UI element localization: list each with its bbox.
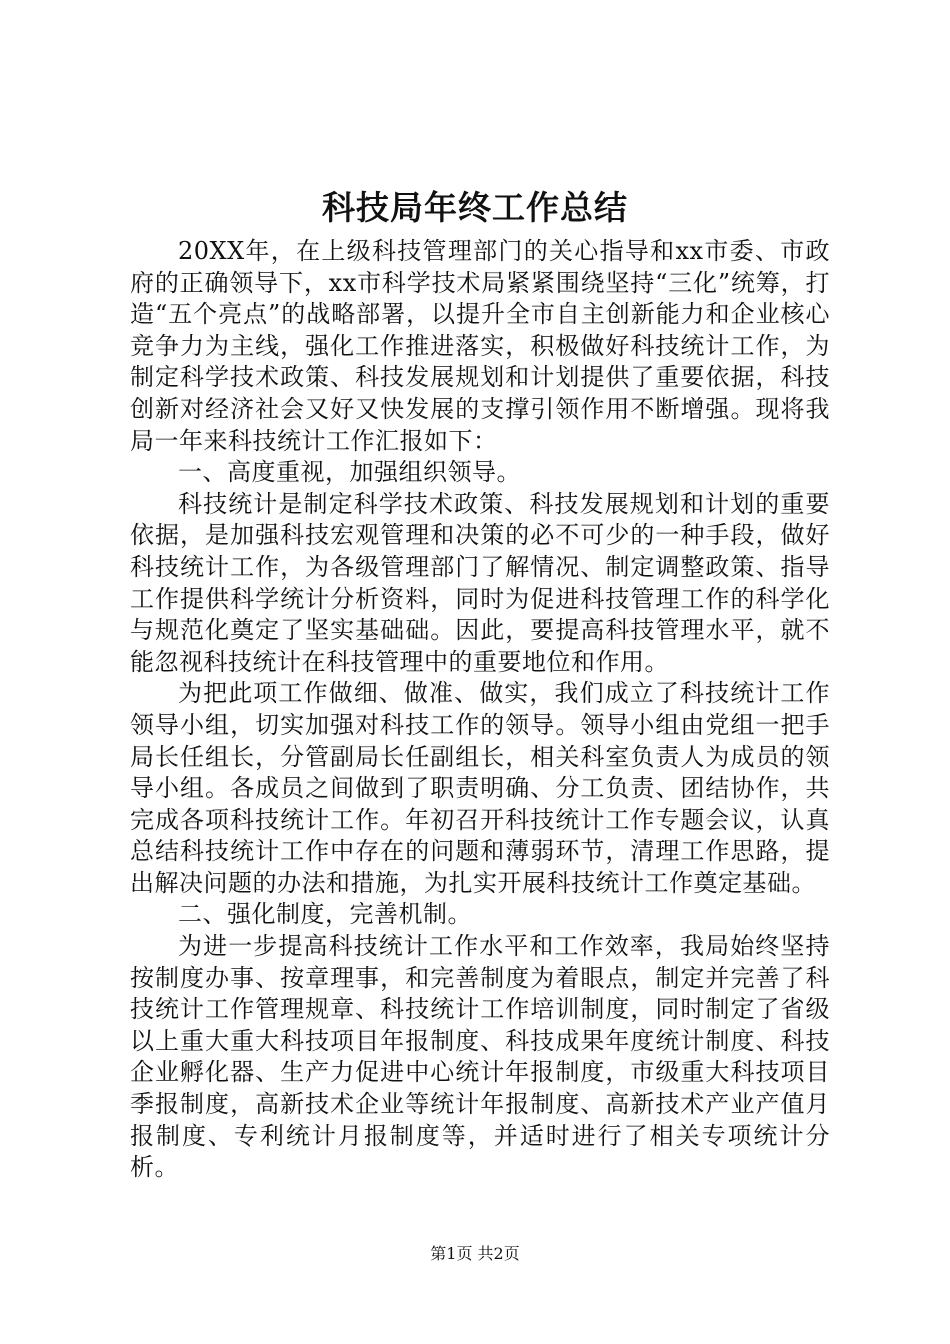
section-heading-2: 二、强化制度，完善机制。: [178, 900, 472, 929]
paragraph-section-1-b: 为把此项工作做细、做准、做实，我们成立了科技统计工作领导小组，切实加强对科技工作的领导。领导小组由党组一把手局长任组长，分管副局长任副组长，相关科室负责人为成员的领导小组。各成员之间做到了职责明确、分工负责、团结协作，共完成各项科技统计工作。年初召开科技统计工作专题会议，认真总结科技统计工作中存在的问题和薄弱环节，清理工作思路，提出解决问题的办法和措施，为扎实开展科技统计工作奠定基础。: [130, 679, 830, 897]
paragraph-section-2: 为进一步提高科技统计工作水平和工作效率，我局始终坚持按制度办事、按章理事，和完善制度为着眼点，制定并完善了科技统计工作管理规章、科技统计工作培训制度，同时制定了省级以上重大重大科技项目年报制度、科技成果年度统计制度、科技企业孵化器、生产力促进中心统计年报制度，市级重大科技项目季报制度，高新技术企业等统计年报制度、高新技术产业产值月报制度、专利统计月报制度等，并适时进行了相关专项统计分析。: [130, 932, 830, 1182]
paragraph-intro: 20XX年，在上级科技管理部门的关心指导和xx市委、市政府的正确领导下，xx市科学技术局紧紧围绕坚持“三化”统筹，打造“五个亮点”的战略部署，以提升全市自主创新能力和企业核心竞争力为主线，强化工作推进落实，积极做好科技统计工作，为制定科学技术政策、科技发展规划和计划提供了重要依据，科技创新对经济社会又好又快发展的支撑引领作用不断增强。现将我局一年来科技统计工作汇报如下：: [130, 237, 830, 455]
document-body: [130, 236, 830, 1184]
paragraph-section-1-a: 科技统计是制定科学技术政策、科技发展规划和计划的重要依据，是加强科技宏观管理和决策的必不可少的一种手段，做好科技统计工作，为各级管理部门了解情况、制定调整政策、指导工作提供科学统计分析资料，同时为促进科技管理工作的科学化与规范化奠定了坚实基础础。因此，要提高科技管理水平，就不能忽视科技统计在科技管理中的重要地位和作用。: [130, 489, 830, 676]
page-footer: 第1页 共2页: [430, 1244, 520, 1263]
document-title: 科技局年终工作总结: [322, 188, 628, 227]
section-heading-1: 一、高度重视，加强组织领导。: [178, 458, 521, 487]
